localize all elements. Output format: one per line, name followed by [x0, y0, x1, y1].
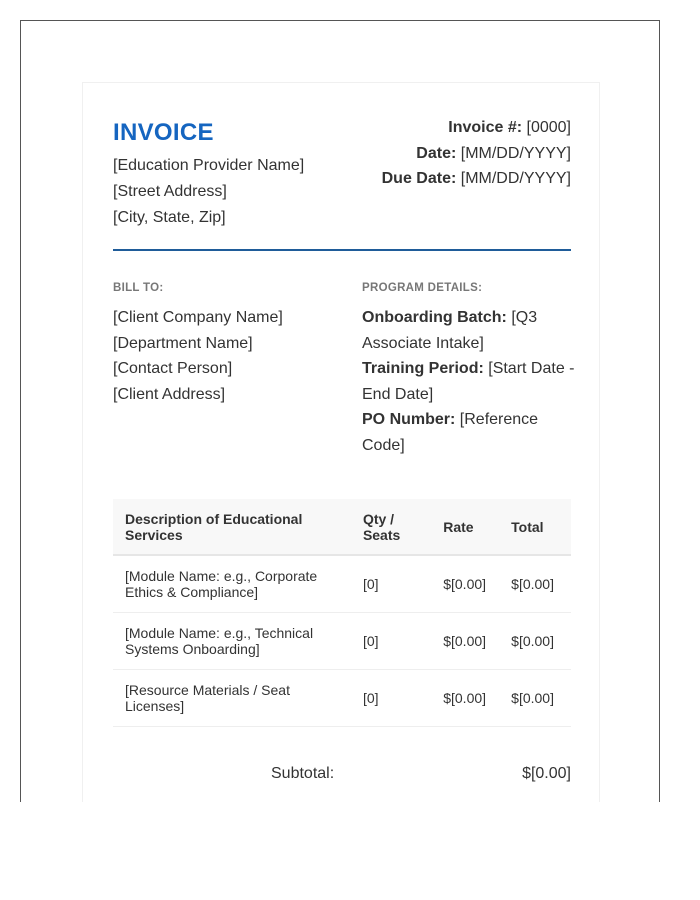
row-qty: [0]	[351, 613, 431, 670]
invoice-header	[113, 83, 571, 251]
bill-to-department: [Department Name]	[113, 334, 253, 352]
po-number	[362, 407, 577, 458]
row-total: $[0.00]	[499, 670, 571, 727]
bill-to-section	[113, 282, 343, 407]
invoice-meta	[382, 115, 571, 192]
bill-to-contact: [Contact Person]	[113, 360, 233, 377]
invoice-number-label: Invoice #:	[448, 119, 523, 136]
invoice-page	[82, 82, 600, 802]
onboarding-batch	[362, 305, 577, 356]
row-description: [Module Name: e.g., Corporate Ethics & Compliance]	[113, 555, 351, 613]
bill-to-lines	[113, 305, 343, 407]
onboarding-batch-value: [Q3 Associate Intake]	[362, 309, 538, 352]
row-total: $[0.00]	[499, 555, 571, 613]
invoice-date	[382, 141, 571, 167]
invoice-due-date-value: [MM/DD/YYYY]	[456, 170, 571, 187]
document-frame	[20, 20, 660, 802]
invoice-date-value: [MM/DD/YYYY]	[456, 144, 571, 162]
table-header-row	[113, 499, 571, 555]
bill-to-address: [Client Address]	[113, 385, 226, 403]
line-items-table	[113, 499, 571, 727]
program-details-label: PROGRAM DETAILS:	[362, 282, 483, 294]
column-header-rate: Rate	[431, 499, 499, 555]
training-period-value: [Start Date - End Date]	[362, 360, 575, 403]
onboarding-batch-label: Onboarding Batch:	[362, 309, 507, 326]
subtotal-value: $[0.00]	[522, 765, 571, 782]
po-number-label: PO Number:	[362, 411, 456, 428]
program-details-lines	[362, 305, 577, 458]
row-description: [Resource Materials / Seat Licenses]	[113, 670, 351, 727]
column-header-total: Total	[499, 499, 571, 555]
provider-city: [City, State, Zip]	[113, 209, 226, 226]
invoice-due-date	[382, 166, 571, 192]
provider-name: [Education Provider Name]	[113, 157, 305, 174]
invoice-number-value: [0000]	[522, 119, 571, 136]
invoice-date-label: Date:	[416, 144, 457, 162]
bill-to-company: [Client Company Name]	[113, 309, 283, 326]
row-rate: $[0.00]	[431, 613, 499, 670]
column-header-description: Description of Educational Services	[113, 499, 351, 555]
provider-address	[113, 153, 304, 231]
training-period	[362, 356, 577, 407]
row-description: [Module Name: e.g., Technical Systems Onboarding]	[113, 613, 351, 670]
row-qty: [0]	[351, 555, 431, 613]
invoice-number	[382, 115, 571, 141]
table-row	[113, 613, 571, 670]
column-header-qty: Qty / Seats	[351, 499, 431, 555]
table-row	[113, 555, 571, 613]
invoice-title: INVOICE	[113, 119, 214, 146]
row-rate: $[0.00]	[431, 670, 499, 727]
training-period-label: Training Period:	[362, 360, 484, 377]
row-qty: [0]	[351, 670, 431, 727]
row-rate: $[0.00]	[431, 555, 499, 613]
provider-street: [Street Address]	[113, 183, 227, 200]
bill-to-label: BILL TO:	[113, 282, 164, 294]
subtotal-label: Subtotal:	[271, 765, 335, 782]
row-total: $[0.00]	[499, 613, 571, 670]
po-number-value: [Reference Code]	[362, 411, 539, 454]
table-row	[113, 670, 571, 727]
invoice-due-date-label: Due Date:	[381, 170, 457, 187]
program-details-section	[362, 282, 577, 458]
